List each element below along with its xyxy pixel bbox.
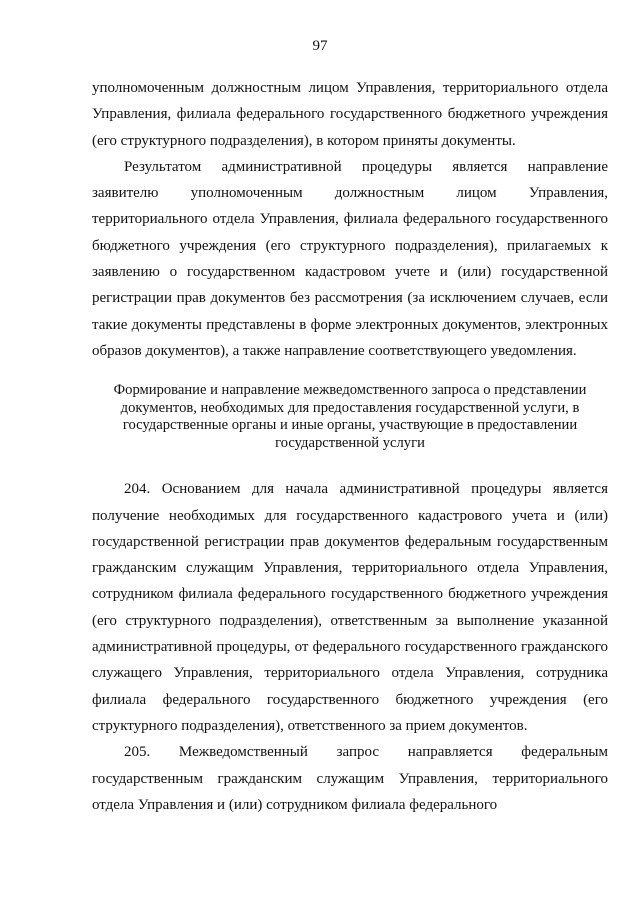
paragraph-result: Результатом административной процедуры является направление заявителю уполномоченным должностным лицом Управления, территориального отдела Управления, филиала федерального государственного бюджетного учреждения (его структурного подразделения), прилагаемых к заявлению о государственном кадастровом учете и (или) государственной регистрации прав документов без рассмотрения (за исключением случаев, если такие документы представлены в форме электронных документов, электронных образов документов), а также направление соответствующего уведомления.: [92, 158, 608, 359]
document-body: [92, 75, 608, 818]
paragraph-continuation: уполномоченным должностным лицом Управления, территориального отдела Управления, филиала федерального государственного бюджетного учреждения (его структурного подразделения), в котором приняты документы.: [92, 80, 608, 149]
paragraph-205: 205. Межведомственный запрос направляется федеральным государственным гражданским служащим Управления, территориального отдела Управления и (или) сотрудником филиала федерального: [92, 744, 608, 813]
page-number: 97: [312, 38, 328, 54]
paragraph-204: 204. Основанием для начала административной процедуры является получение необходимых для государственного кадастрового учета и (или) государственной регистрации прав документов федеральным государственным гражданским служащим Управления, территориального отдела Управления, сотрудником филиала федерального государственного бюджетного учреждения (его структурного подразделения), ответственным за выполнение указанной административной процедуры, от федерального государственного гражданского служащего Управления, территориального отдела Управления, сотрудника филиала федерального государственного бюджетного учреждения (его структурного подразделения), ответственного за прием документов.: [92, 481, 608, 734]
section-heading: Формирование и направление межведомственного запроса о представлении документов, необходимых для предоставления государственной услуги, в государственные органы и иные органы, участвующие в предоставлении государственной услуги: [113, 382, 587, 451]
